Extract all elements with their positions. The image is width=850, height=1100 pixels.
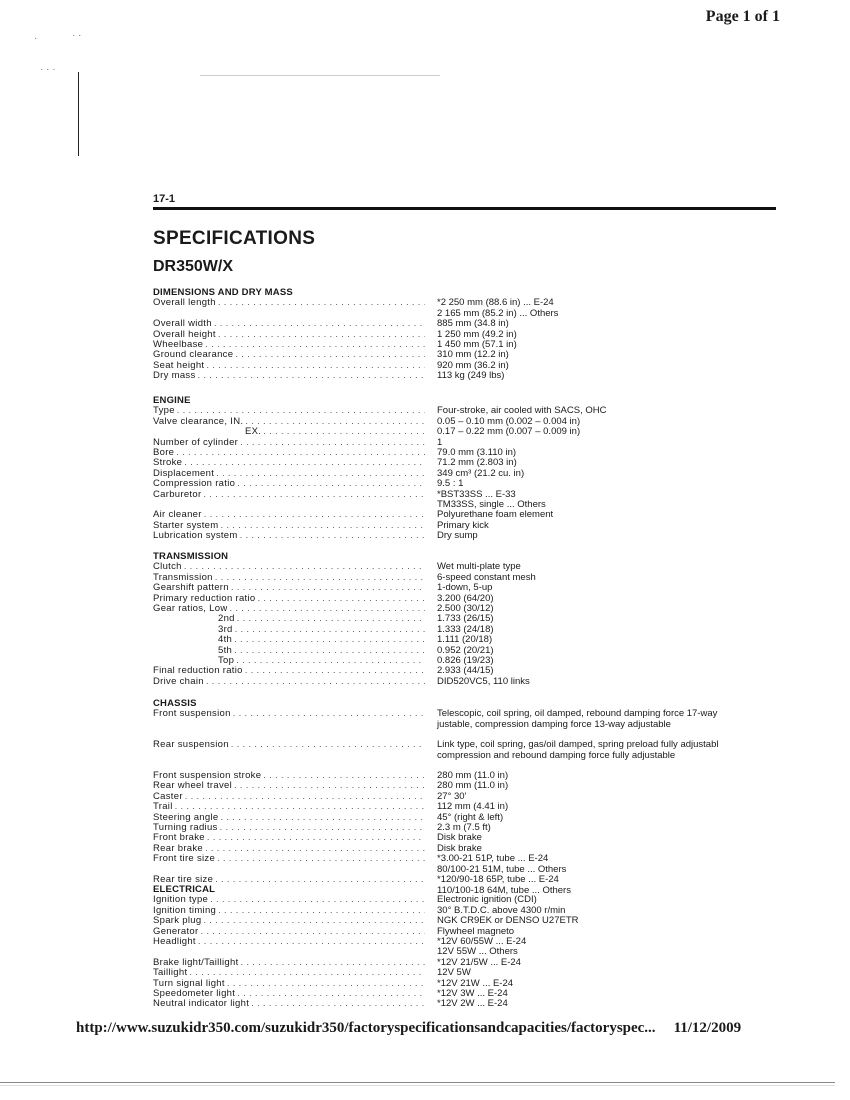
spec-label [153, 510, 425, 520]
spec-label-text: Trail [153, 802, 173, 813]
spec-label-text: Clutch [153, 562, 182, 573]
spec-label [153, 330, 425, 340]
spec-label-text: Dry mass [153, 371, 196, 382]
leader-dots [189, 968, 425, 978]
spec-label [153, 802, 425, 812]
spec-value: *12V 3W ... E-24 [437, 988, 508, 1000]
spec-values [425, 958, 788, 968]
spec-label [153, 340, 425, 350]
leader-dots [216, 469, 425, 479]
spec-label-text: Turning radius [153, 823, 218, 834]
spec-label-text: Wheelbase [153, 340, 204, 351]
spec-label-text: Overall height [153, 329, 216, 340]
spec-label [153, 614, 425, 624]
spec-label [153, 906, 425, 916]
faint-rule [200, 75, 440, 76]
leader-dots [236, 656, 425, 666]
spec-label [153, 666, 425, 676]
leader-dots [237, 479, 425, 489]
leader-dots [245, 417, 425, 427]
spec-label [153, 813, 425, 823]
leader-dots [215, 573, 425, 583]
spec-rows [153, 298, 788, 381]
spec-label-text: Starter system [153, 520, 219, 531]
spec-label [153, 999, 425, 1009]
spec-value: 2.3 m (7.5 ft) [437, 822, 491, 834]
leader-dots [204, 510, 425, 520]
spec-value: DID520VC5, 110 links [437, 675, 530, 687]
spec-value: TM33SS, single ... Others [437, 499, 546, 511]
spec-label-text: Transmission [153, 572, 213, 583]
spec-label-text: Generator [153, 926, 199, 937]
spec-label [153, 979, 425, 989]
spec-value: 9.5 : 1 [437, 478, 464, 490]
spec-values [425, 854, 788, 875]
spec-row [153, 937, 788, 958]
leader-dots [207, 833, 425, 843]
spec-value: 0.826 (19/23) [437, 655, 494, 667]
spec-label [153, 927, 425, 937]
spec-rows [153, 562, 788, 687]
page-of-counter: Page 1 of 1 [705, 8, 780, 25]
section-title: TRANSMISSION [153, 551, 229, 562]
spec-label [153, 417, 425, 427]
spec-values [425, 490, 788, 511]
leader-dots [176, 448, 425, 458]
spec-label-text: Rear brake [153, 843, 203, 854]
spec-values [425, 298, 788, 319]
leader-dots [231, 740, 425, 750]
leader-dots [234, 781, 425, 791]
spec-label-text: Front tire size [153, 854, 216, 865]
spec-rows [153, 406, 788, 541]
spec-label-text: Overall length [153, 298, 216, 309]
spec-label-text: Air cleaner [153, 510, 202, 521]
spec-label-text: Displacement [153, 468, 215, 479]
spec-label [153, 989, 425, 999]
spec-value: 2 165 mm (85.2 in) ... Others [437, 307, 559, 319]
spec-label-text: Front suspension stroke [153, 771, 262, 782]
spec-values [425, 709, 788, 730]
print-footer [76, 1020, 741, 1037]
leader-dots [235, 350, 425, 360]
spec-label-text: Taillight [153, 968, 188, 979]
spec-label-text: Gear ratios, Low [153, 604, 228, 615]
spec-label [153, 771, 425, 781]
spec-label-text: Headlight [153, 937, 196, 948]
spec-label-text: Rear suspension [153, 740, 229, 751]
leader-dots [205, 844, 425, 854]
spec-values [425, 937, 788, 958]
spec-label [153, 781, 425, 791]
spec-value: 2.933 (44/15) [437, 665, 494, 677]
leader-dots [214, 319, 425, 329]
spec-label-text: Turn signal light [153, 978, 225, 989]
spec-value: Polyurethane foam element [437, 509, 554, 521]
leader-dots [241, 958, 425, 968]
spec-row [153, 371, 788, 381]
leader-dots [251, 999, 425, 1009]
leader-dots [175, 802, 425, 812]
spec-values [425, 427, 788, 437]
spec-label-text: Seat height [153, 360, 205, 371]
leader-dots [210, 895, 425, 905]
spec-label [153, 594, 425, 604]
leader-dots [234, 646, 425, 656]
spec-value: 3.200 (64/20) [437, 592, 494, 604]
spec-label [153, 677, 425, 687]
spec-value: Flywheel magneto [437, 925, 515, 937]
spec-label [153, 709, 425, 719]
spec-value: 1 250 mm (49.2 in) [437, 328, 517, 340]
leader-dots [203, 490, 425, 500]
spec-value: 280 mm (11.0 in) [437, 770, 509, 782]
leader-dots [263, 771, 425, 781]
leader-dots [263, 427, 425, 437]
leader-dots [200, 927, 425, 937]
spec-label-text: Top [218, 656, 235, 667]
section-engine [153, 396, 788, 542]
spec-value: 112 mm (4.41 in) [437, 801, 509, 813]
spec-value: *12V 60/55W ... E-24 [437, 936, 527, 948]
spec-value: Dry sump [437, 530, 478, 542]
spec-label [153, 448, 425, 458]
spec-value: 113 kg (249 lbs) [437, 370, 505, 382]
section-transmission [153, 552, 788, 687]
leader-dots [198, 371, 425, 381]
spec-label-text: 3rd [218, 624, 233, 635]
section-title: DIMENSIONS AND DRY MASS [153, 287, 293, 298]
spec-label-text: 5th [218, 645, 233, 656]
leader-dots [218, 298, 425, 308]
leader-dots [237, 989, 425, 999]
spec-label-text: Compression ratio [153, 479, 236, 490]
leader-dots [184, 562, 425, 572]
spec-label-text: EX. [245, 427, 262, 438]
spec-value: 79.0 mm (3.110 in) [437, 447, 517, 459]
spec-value: 6-speed constant mesh [437, 571, 536, 583]
scan-speck-decoration: · · [72, 30, 82, 41]
spec-row [153, 709, 788, 730]
spec-label-text: Rear wheel travel [153, 781, 233, 792]
bottom-rule-faint [0, 1085, 835, 1086]
spec-value: compression and rebound damping force fully adjustable [437, 749, 676, 761]
leader-dots [240, 531, 425, 541]
spec-value: *12V 21/5W ... E-24 [437, 956, 521, 968]
spec-label [153, 958, 425, 968]
scan-speck-decoration: · · · [40, 64, 56, 75]
spec-label [153, 406, 425, 416]
spec-rows [153, 709, 788, 896]
spec-rows [153, 895, 788, 1009]
spec-value: 45° (right & left) [437, 811, 504, 823]
spec-label-text: Drive chain [153, 676, 204, 687]
spec-label [153, 646, 425, 656]
spec-value: Link type, coil spring, gas/oil damped, spring preload fully adjustabl [437, 739, 719, 751]
spec-label-text: Carburetor [153, 489, 202, 500]
spec-value: 1.111 (20/18) [437, 634, 493, 646]
leader-dots [206, 677, 425, 687]
spec-label-text: 4th [218, 635, 233, 646]
section-dimensions [153, 288, 788, 382]
spec-label [153, 350, 425, 360]
spec-value: 885 mm (34.8 in) [437, 318, 509, 330]
spec-label [153, 625, 425, 635]
spec-label [153, 604, 425, 614]
spec-label-text: Speedometer light [153, 989, 236, 1000]
spec-value: Disk brake [437, 832, 482, 844]
spec-label-text: Rear tire size [153, 875, 214, 886]
spec-row [153, 531, 788, 541]
spec-value: Electronic ignition (CDI) [437, 894, 537, 906]
leader-dots [218, 906, 425, 916]
spec-value: Wet multi-plate type [437, 561, 521, 573]
leader-dots [234, 635, 425, 645]
spec-value: *12V 2W ... E-24 [437, 998, 508, 1010]
spec-value: 30° B.T.D.C. above 4300 r/min [437, 904, 566, 916]
leader-dots [218, 330, 425, 340]
spec-value: 71.2 mm (2.803 in) [437, 457, 517, 469]
leader-dots [217, 854, 425, 864]
spec-label [153, 740, 425, 750]
leader-dots [203, 916, 425, 926]
spec-row [153, 490, 788, 511]
spec-label-text: Overall width [153, 319, 212, 330]
leader-dots [233, 709, 425, 719]
spec-label [153, 823, 425, 833]
spec-label-text: Valve clearance, IN. [153, 416, 244, 427]
spec-label [153, 298, 425, 308]
spec-value: *BST33SS ... E-33 [437, 488, 516, 500]
leader-dots [220, 521, 425, 531]
spec-label-text: Ignition timing [153, 905, 217, 916]
spec-label-text: Neutral indicator light [153, 999, 250, 1010]
section-title: ENGINE [153, 395, 191, 406]
spec-label-text: Spark plug [153, 916, 202, 927]
section-chassis [153, 699, 788, 896]
section-title: ELECTRICAL [153, 884, 216, 895]
spec-value: 280 mm (11.0 in) [437, 780, 509, 792]
spec-label [153, 573, 425, 583]
spec-values [425, 469, 788, 479]
spec-label-text: Type [153, 406, 175, 417]
spec-values [425, 740, 788, 761]
spec-value: 1 450 mm (57.1 in) [437, 339, 517, 351]
spec-value: *3.00-21 51P, tube ... E-24 [437, 853, 549, 865]
leader-dots [237, 614, 425, 624]
section-electrical [153, 885, 788, 1010]
spec-label [153, 531, 425, 541]
spec-value: 0.952 (20/21) [437, 644, 494, 656]
section-title: CHASSIS [153, 698, 197, 709]
spec-label [153, 656, 425, 666]
spec-label-text: Ignition type [153, 895, 209, 906]
spec-label [153, 371, 425, 381]
spec-values [425, 781, 788, 791]
spec-value: 1.733 (26/15) [437, 613, 494, 625]
spec-value: 12V 5W [437, 967, 471, 979]
footer-url: http://www.suzukidr350.com/suzukidr350/factoryspecificationsandcapacities/factoryspec... [76, 1020, 656, 1036]
spec-label [153, 854, 425, 864]
spec-value: 310 mm (12.2 in) [437, 349, 509, 361]
footer-date: 11/12/2009 [673, 1020, 742, 1036]
spec-label [153, 521, 425, 531]
spec-value: *2 250 mm (88.6 in) ... E-24 [437, 297, 554, 309]
scan-speck-decoration: · [34, 33, 38, 44]
spec-value: *120/90-18 65P, tube ... E-24 [437, 874, 559, 886]
spec-value: 2.500 (30/12) [437, 603, 494, 615]
spec-label [153, 844, 425, 854]
margin-rule [78, 72, 79, 156]
page-title: SPECIFICATIONS [153, 228, 316, 249]
spec-label-text: Steering angle [153, 812, 219, 823]
spec-value: 920 mm (36.2 in) [437, 359, 509, 371]
spec-label-text: Bore [153, 448, 175, 459]
spec-row [153, 427, 788, 437]
leader-dots [235, 625, 425, 635]
spec-row [153, 740, 788, 761]
spec-label [153, 319, 425, 329]
spec-values [425, 999, 788, 1009]
spec-value: Primary kick [437, 519, 489, 531]
spec-value: 1 [437, 436, 443, 448]
leader-dots [177, 406, 425, 416]
spec-label [153, 479, 425, 489]
page-number: 17-1 [153, 193, 176, 205]
spec-label-text: Brake light/Taillight [153, 957, 239, 968]
spec-label-text: Final reduction ratio [153, 666, 243, 677]
leader-dots [230, 604, 426, 614]
spec-row [153, 469, 788, 479]
spec-row [153, 854, 788, 875]
spec-row [153, 781, 788, 791]
spec-value: 1-down, 5-up [437, 582, 493, 594]
leader-dots [185, 792, 425, 802]
spec-label [153, 458, 425, 468]
spec-values [425, 371, 788, 381]
spec-value: Telescopic, coil spring, oil damped, rebound damping force 17-way [437, 708, 718, 720]
spec-label-text: Stroke [153, 458, 183, 469]
spec-label [153, 916, 425, 926]
leader-dots [184, 458, 425, 468]
spec-value: Disk brake [437, 842, 482, 854]
leader-dots [205, 340, 425, 350]
leader-dots [240, 438, 425, 448]
spec-label-text: 2nd [218, 614, 235, 625]
spec-values [425, 531, 788, 541]
spec-value: NGK CR9EK or DENSO U27ETR [437, 915, 579, 927]
spec-label [153, 427, 425, 437]
spec-value: 80/100-21 51M, tube ... Others [437, 863, 567, 875]
spec-row [153, 999, 788, 1009]
leader-dots [245, 666, 425, 676]
spec-label [153, 583, 425, 593]
spec-row [153, 677, 788, 687]
spec-value: 12V 55W ... Others [437, 946, 518, 958]
header-rule [153, 207, 776, 210]
spec-value: *12V 21W ... E-24 [437, 977, 514, 989]
spec-label-text: Front suspension [153, 709, 231, 720]
leader-dots [227, 979, 425, 989]
leader-dots [257, 594, 425, 604]
leader-dots [231, 583, 425, 593]
spec-row [153, 298, 788, 319]
spec-value: Four-stroke, air cooled with SACS, OHC [437, 405, 607, 417]
spec-label-text: Front brake [153, 833, 205, 844]
spec-label [153, 968, 425, 978]
leader-dots [198, 937, 425, 947]
spec-label [153, 937, 425, 947]
spec-label [153, 562, 425, 572]
spec-value: 1.333 (24/18) [437, 623, 494, 635]
spec-value: 27° 30' [437, 790, 467, 802]
spec-label-text: Lubrication system [153, 531, 238, 542]
leader-dots [220, 823, 425, 833]
bottom-rule [0, 1082, 835, 1083]
spec-label [153, 833, 425, 843]
spec-value: 349 cm³ (21.2 cu. in) [437, 467, 525, 479]
spec-label [153, 361, 425, 371]
spec-label-text: Caster [153, 791, 183, 802]
spec-label [153, 469, 425, 479]
spec-label [153, 490, 425, 500]
spec-label [153, 438, 425, 448]
spec-value: 0.05 – 0.10 mm (0.002 – 0.004 in) [437, 415, 581, 427]
leader-dots [215, 875, 425, 885]
spec-value: 0.17 – 0.22 mm (0.007 – 0.009 in) [437, 426, 581, 438]
spec-value: 110/100-18 64M, tube ... Others [437, 884, 571, 896]
spec-label-text: Ground clearance [153, 350, 234, 361]
spec-label-text: Primary reduction ratio [153, 593, 256, 604]
leader-dots [206, 361, 425, 371]
spec-label-text: Number of cylinder [153, 437, 239, 448]
spec-label-text: Gearshift pattern [153, 583, 229, 594]
spec-values [425, 677, 788, 687]
leader-dots [220, 813, 425, 823]
spec-label [153, 635, 425, 645]
spec-label [153, 895, 425, 905]
spec-label [153, 792, 425, 802]
model-subtitle: DR350W/X [153, 258, 234, 275]
spec-values [425, 521, 788, 531]
spec-value: justable, compression damping force 13-way adjustable [437, 718, 671, 730]
